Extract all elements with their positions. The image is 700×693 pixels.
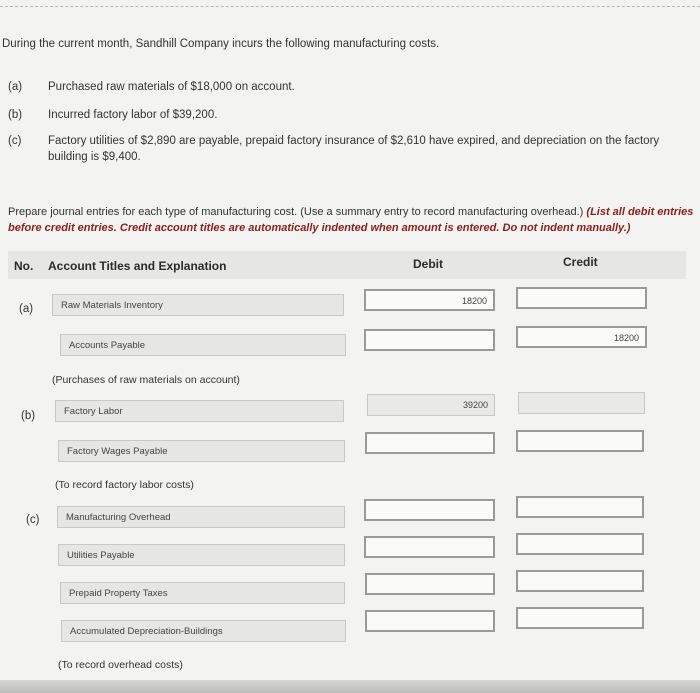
item-text-a: Purchased raw materials of $18,000 on account. bbox=[48, 81, 295, 93]
item-letter-a: (a) bbox=[8, 81, 23, 93]
debit-amount-input[interactable] bbox=[365, 610, 495, 632]
entry-letter-a: (a) bbox=[19, 303, 34, 315]
account-title-input[interactable]: Utilities Payable bbox=[58, 544, 345, 566]
top-divider bbox=[0, 6, 700, 7]
debit-amount-input[interactable] bbox=[365, 432, 495, 454]
account-title-input[interactable]: Accumulated Depreciation-Buildings bbox=[61, 620, 346, 642]
entry-letter-b: (b) bbox=[21, 410, 36, 422]
credit-amount-input[interactable] bbox=[516, 533, 644, 555]
problem-intro: During the current month, Sandhill Company incurs the following manufacturing costs. bbox=[2, 38, 440, 50]
debit-amount-input[interactable] bbox=[365, 573, 495, 595]
debit-amount-input[interactable] bbox=[364, 329, 495, 351]
entry-explanation-c: (To record overhead costs) bbox=[58, 659, 183, 671]
account-title-input[interactable]: Accounts Payable bbox=[60, 334, 346, 356]
credit-amount-input[interactable] bbox=[516, 570, 644, 592]
debit-amount-input[interactable]: 39200 bbox=[367, 394, 495, 416]
account-title-input[interactable]: Manufacturing Overhead bbox=[57, 506, 345, 528]
table-header bbox=[8, 251, 686, 279]
credit-amount-input[interactable] bbox=[516, 496, 644, 518]
debit-amount-input[interactable] bbox=[364, 536, 495, 558]
header-debit: Debit bbox=[413, 257, 443, 271]
account-title-input[interactable]: Raw Materials Inventory bbox=[52, 294, 344, 316]
instructions-text: Prepare journal entries for each type of manufacturing cost. (Use a summary entry to record manufacturing overhead.) bbox=[8, 206, 584, 218]
account-title-input[interactable]: Factory Labor bbox=[55, 400, 344, 422]
item-text-b: Incurred factory labor of $39,200. bbox=[48, 109, 218, 121]
entry-explanation-b: (To record factory labor costs) bbox=[55, 479, 194, 491]
item-letter-c: (c) bbox=[8, 135, 22, 147]
header-account: Account Titles and Explanation bbox=[48, 259, 227, 273]
entry-explanation-a: (Purchases of raw materials on account) bbox=[52, 374, 240, 386]
credit-amount-input[interactable] bbox=[516, 430, 644, 452]
item-letter-b: (b) bbox=[8, 109, 23, 121]
credit-amount-input[interactable] bbox=[518, 392, 645, 414]
debit-amount-input[interactable]: 18200 bbox=[364, 289, 495, 311]
credit-amount-input[interactable]: 18200 bbox=[516, 326, 647, 348]
instructions bbox=[8, 204, 694, 236]
instructions-emphasis: (List all debit entries before credit entries. Credit account titles are automatically indented when amount is entered. Do not indent manually.) bbox=[8, 206, 694, 234]
header-no: No. bbox=[14, 259, 34, 273]
header-credit: Credit bbox=[563, 255, 598, 269]
entry-letter-c: (c) bbox=[26, 514, 40, 526]
item-text-c: Factory utilities of $2,890 are payable, prepaid factory insurance of $2,610 have expired, and depreciation on the factory building is $9,400. bbox=[48, 135, 660, 163]
credit-amount-input[interactable] bbox=[516, 287, 647, 309]
account-title-input[interactable]: Prepaid Property Taxes bbox=[60, 582, 345, 604]
account-title-input[interactable]: Factory Wages Payable bbox=[58, 440, 345, 462]
bottom-edge bbox=[0, 680, 700, 693]
credit-amount-input[interactable] bbox=[516, 607, 644, 629]
debit-amount-input[interactable] bbox=[364, 499, 495, 521]
